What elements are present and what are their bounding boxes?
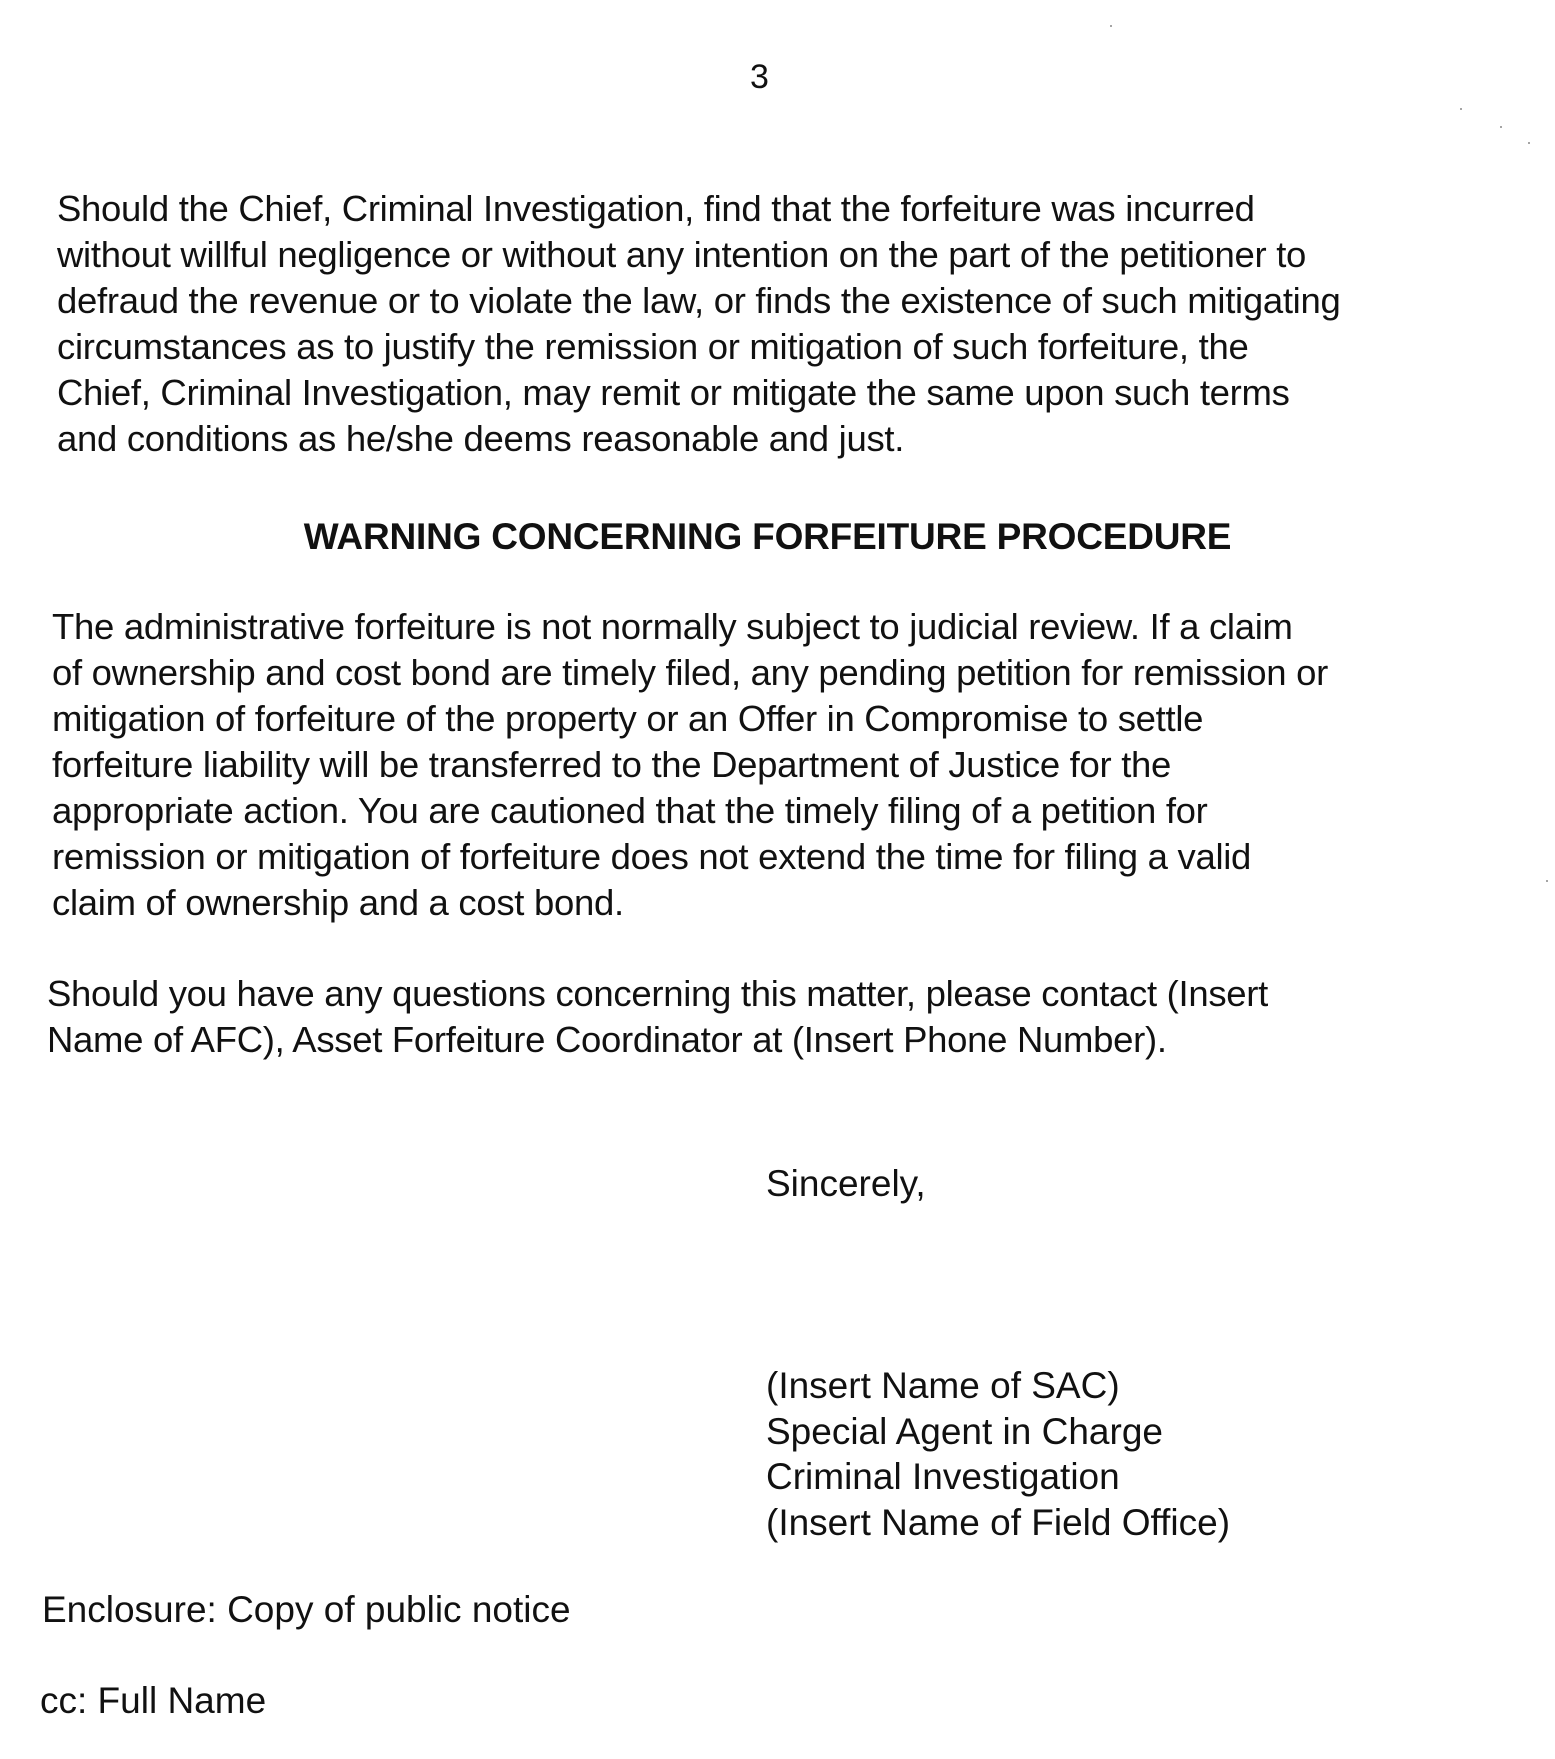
paragraph-line: appropriate action. You are cautioned that the timely filing of a petition for <box>52 790 1208 831</box>
paragraph-line: of ownership and cost bond are timely filed, any pending petition for remission or <box>52 652 1328 693</box>
enclosure-note: Enclosure: Copy of public notice <box>42 1589 571 1630</box>
paragraph-line: Should the Chief, Criminal Investigation, find that the forfeiture was incurred <box>57 188 1255 229</box>
paragraph-forfeiture-warning <box>52 604 1328 926</box>
paragraph-line: remission or mitigation of forfeiture does not extend the time for filing a valid <box>52 836 1252 877</box>
signer-division: Criminal Investigation <box>766 1456 1120 1497</box>
section-heading: WARNING CONCERNING FORFEITURE PROCEDURE <box>303 516 1232 557</box>
paragraph-remission-authority <box>57 186 1341 462</box>
paragraph-line: Should you have any questions concerning this matter, please contact (Insert <box>47 973 1268 1014</box>
paragraph-line: and conditions as he/she deems reasonable and just. <box>57 418 905 459</box>
paragraph-line: Chief, Criminal Investigation, may remit or mitigate the same upon such terms <box>57 372 1290 413</box>
paragraph-line: circumstances as to justify the remission or mitigation of such forfeiture, the <box>57 326 1249 367</box>
paragraph-line: claim of ownership and a cost bond. <box>52 882 624 923</box>
paragraph-line: defraud the revenue or to violate the law, or finds the existence of such mitigating <box>57 280 1341 321</box>
paragraph-contact <box>47 971 1268 1063</box>
closing-salutation: Sincerely, <box>766 1163 926 1204</box>
paragraph-line: forfeiture liability will be transferred to the Department of Justice for the <box>52 744 1172 785</box>
scan-speck <box>1460 108 1462 110</box>
scan-speck <box>1528 142 1530 144</box>
paragraph-line: The administrative forfeiture is not normally subject to judicial review. If a claim <box>52 606 1293 647</box>
scan-speck <box>1500 126 1502 128</box>
scan-speck <box>1110 25 1112 27</box>
paragraph-line: without willful negligence or without any intention on the part of the petitioner to <box>57 234 1307 275</box>
signer-title: Special Agent in Charge <box>766 1410 1163 1452</box>
paragraph-line: Name of AFC), Asset Forfeiture Coordinator at (Insert Phone Number). <box>47 1019 1167 1060</box>
paragraph-line: mitigation of forfeiture of the property or an Offer in Compromise to settle <box>52 698 1204 739</box>
scan-speck <box>1546 880 1548 882</box>
cc-line: cc: Full Name <box>40 1680 267 1721</box>
page-number: 3 <box>750 58 769 96</box>
signature-block <box>766 1363 1230 1545</box>
signer-office: (Insert Name of Field Office) <box>766 1501 1231 1543</box>
signer-name: (Insert Name of SAC) <box>766 1365 1120 1406</box>
